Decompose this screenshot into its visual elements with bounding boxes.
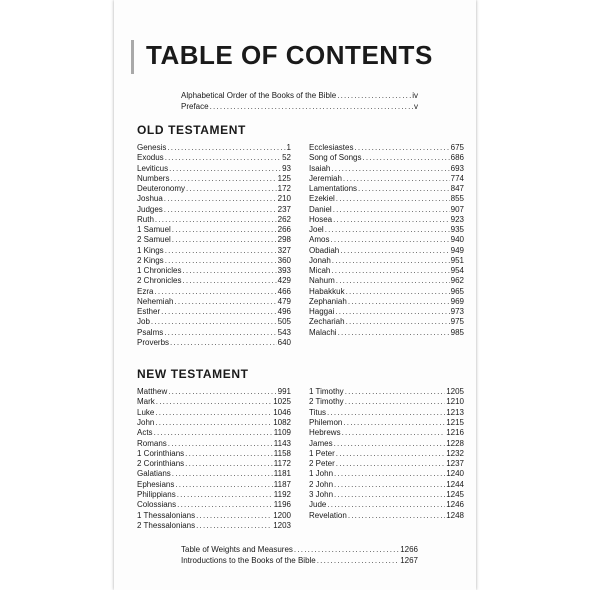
toc-entry	[137, 338, 291, 348]
dot-leader	[334, 480, 445, 490]
toc-entry-page: 1245	[446, 490, 464, 499]
dot-leader	[335, 307, 449, 317]
toc-entry	[309, 317, 464, 327]
dot-leader	[334, 490, 445, 500]
toc-entry-page: 969	[450, 296, 464, 306]
toc-entry-label: Leviticus	[137, 163, 169, 173]
toc-entry-label: Daniel	[309, 204, 332, 214]
toc-entry-page: 1216	[446, 428, 464, 438]
toc-entry-label: Acts	[137, 428, 153, 438]
toc-entry-page: 855	[450, 194, 464, 204]
dot-leader	[348, 297, 450, 307]
toc-entry-label: Exodus	[137, 153, 164, 163]
dot-leader	[336, 276, 450, 286]
dot-leader	[165, 246, 277, 256]
toc-entry-label: Numbers	[137, 173, 170, 183]
dot-leader	[333, 215, 450, 225]
dot-leader	[337, 91, 411, 101]
toc-entry-page: 1181	[273, 469, 291, 479]
old-testament-heading: OLD TESTAMENT	[137, 123, 246, 137]
dot-leader	[161, 307, 277, 317]
toc-entry-label: Ezra	[137, 286, 154, 296]
toc-entry-page: 1210	[446, 397, 464, 407]
toc-entry	[309, 143, 464, 153]
toc-entry-label: Philemon	[309, 417, 343, 427]
dot-leader	[333, 205, 450, 215]
dot-leader	[330, 235, 449, 245]
dot-leader	[155, 408, 272, 418]
dot-leader	[172, 225, 277, 235]
toc-entry-label: Alphabetical Order of the Books of the Bible	[181, 91, 337, 100]
toc-entry-label: Esther	[137, 307, 161, 316]
toc-entry-page: 686	[450, 153, 464, 163]
toc-entry-page: 429	[277, 276, 291, 286]
toc-entry	[181, 91, 418, 101]
dot-leader	[172, 469, 273, 479]
toc-entry-label: Hosea	[309, 214, 333, 224]
toc-entry	[137, 164, 291, 174]
toc-entry-page: 1143	[273, 438, 291, 448]
toc-entry	[181, 545, 418, 555]
dot-leader	[327, 500, 445, 510]
toc-entry-label: 1 Corinthians	[137, 448, 185, 458]
toc-entry-page: 991	[277, 387, 291, 396]
toc-entry-page: 975	[450, 317, 464, 327]
dot-leader	[362, 153, 449, 163]
toc-entry-label: Philippians	[137, 490, 176, 499]
dot-leader	[346, 317, 450, 327]
toc-entry	[137, 215, 291, 225]
dot-leader	[172, 235, 277, 245]
toc-entry-page: 360	[277, 255, 291, 265]
toc-entry-label: Psalms	[137, 327, 164, 337]
toc-entry-page: v	[414, 102, 418, 111]
toc-entry-label: Isaiah	[309, 163, 331, 173]
toc-entry-page: 1196	[273, 500, 291, 510]
toc-entry-page: 965	[450, 286, 464, 296]
toc-entry-page: 1244	[446, 479, 464, 489]
toc-entry-page: 1187	[273, 479, 291, 489]
toc-entry	[137, 246, 291, 256]
toc-entry-label: Preface	[181, 102, 209, 111]
dot-leader	[345, 397, 446, 407]
dot-leader	[331, 164, 449, 174]
toc-entry	[137, 266, 291, 276]
toc-entry	[181, 102, 418, 112]
toc-entry-label: 2 Peter	[309, 459, 335, 469]
toc-entry	[137, 297, 291, 307]
toc-entry	[309, 511, 464, 521]
dot-leader	[338, 328, 450, 338]
toc-entry	[137, 439, 291, 449]
toc-entry	[137, 153, 291, 163]
dot-leader	[317, 556, 399, 566]
toc-entry-label: 2 Chronicles	[137, 276, 182, 286]
toc-entry-page: 1232	[446, 448, 464, 458]
toc-entry-label: Romans	[137, 438, 167, 448]
toc-entry-page: 1248	[446, 510, 464, 520]
dot-leader	[164, 205, 277, 215]
dot-leader	[155, 418, 272, 428]
toc-entry-label: 1 Peter	[309, 448, 335, 458]
toc-entry	[309, 225, 464, 235]
toc-entry-page: 935	[450, 225, 464, 234]
toc-entry-label: Nahum	[309, 276, 335, 286]
dot-leader	[332, 256, 450, 266]
toc-entry	[137, 225, 291, 235]
toc-entry	[309, 205, 464, 215]
toc-entry	[309, 164, 464, 174]
toc-entry	[137, 205, 291, 215]
toc-entry-label: Ecclesiastes	[309, 143, 354, 152]
toc-entry	[309, 490, 464, 500]
toc-entry-label: 1 Timothy	[309, 387, 344, 396]
dot-leader	[154, 287, 276, 297]
toc-entry	[309, 235, 464, 245]
toc-entry-page: 93	[282, 163, 291, 173]
toc-entry-page: 973	[450, 307, 464, 316]
dot-leader	[155, 215, 277, 225]
toc-entry-page: 949	[450, 245, 464, 255]
dot-leader	[334, 469, 445, 479]
toc-entry-page: 1213	[446, 407, 464, 417]
dot-leader	[354, 143, 449, 153]
toc-entry	[309, 246, 464, 256]
dot-leader	[164, 328, 276, 338]
toc-entry-page: 1025	[273, 397, 291, 407]
toc-entry-label: Jeremiah	[309, 173, 342, 183]
toc-entry-label: Mark	[137, 397, 155, 407]
dot-leader	[182, 266, 276, 276]
dot-leader	[336, 194, 450, 204]
dot-leader	[336, 459, 445, 469]
toc-entry-label: Zephaniah	[309, 296, 347, 306]
toc-entry-label: 2 Timothy	[309, 397, 344, 407]
toc-entry	[137, 480, 291, 490]
new-testament-heading: NEW TESTAMENT	[137, 367, 249, 381]
toc-entry-page: 951	[450, 255, 464, 265]
toc-entry	[137, 194, 291, 204]
toc-entry-label: Song of Songs	[309, 153, 362, 163]
toc-entry-label: 1 Samuel	[137, 225, 171, 234]
toc-entry	[309, 439, 464, 449]
dot-leader	[164, 194, 277, 204]
dot-leader	[169, 164, 281, 174]
toc-entry-page: 847	[450, 184, 464, 193]
toc-entry-page: 1246	[446, 500, 464, 510]
toc-entry-label: 1 Kings	[137, 245, 164, 255]
toc-entry	[309, 287, 464, 297]
toc-entry	[137, 397, 291, 407]
dot-leader	[343, 174, 450, 184]
toc-entry-page: 298	[277, 235, 291, 245]
toc-entry-page: 210	[277, 194, 291, 204]
toc-entry	[137, 276, 291, 286]
dot-leader	[174, 297, 276, 307]
dot-leader	[348, 511, 445, 521]
toc-entry-page: 1240	[446, 469, 464, 479]
toc-entry	[309, 428, 464, 438]
toc-entry-label: 2 John	[309, 479, 334, 489]
toc-entry	[309, 215, 464, 225]
toc-entry-label: Malachi	[309, 327, 337, 337]
toc-entry-label: John	[137, 417, 155, 427]
toc-entry-page: 1237	[446, 459, 464, 469]
dot-leader	[170, 338, 277, 348]
toc-entry	[137, 490, 291, 500]
toc-entry-label: 2 Thessalonians	[137, 520, 196, 530]
dot-leader	[165, 256, 277, 266]
toc-entry-page: 1228	[446, 438, 464, 448]
dot-leader	[342, 428, 446, 438]
toc-entry	[309, 276, 464, 286]
toc-entry-label: 2 Samuel	[137, 235, 171, 245]
toc-entry-label: Joshua	[137, 194, 163, 204]
dot-leader	[177, 490, 273, 500]
toc-entry	[309, 459, 464, 469]
toc-entry	[137, 287, 291, 297]
dot-leader	[168, 439, 273, 449]
toc-entry	[137, 235, 291, 245]
dot-leader	[327, 408, 445, 418]
toc-entry-label: Haggai	[309, 307, 335, 316]
toc-entry	[137, 143, 291, 153]
toc-entry-label: Proverbs	[137, 337, 170, 347]
toc-entry-page: 640	[277, 337, 291, 347]
toc-entry-page: 1215	[446, 417, 464, 427]
toc-entry-label: Obadiah	[309, 245, 340, 255]
toc-entry-label: Amos	[309, 235, 330, 245]
dot-leader	[346, 287, 450, 297]
toc-entry	[137, 459, 291, 469]
toc-entry-page: 985	[450, 327, 464, 337]
title-accent-bar	[131, 40, 134, 74]
toc-entry-page: 1203	[273, 520, 291, 530]
toc-entry-page: 954	[450, 266, 464, 275]
dot-leader	[177, 500, 273, 510]
toc-entry-label: Micah	[309, 266, 331, 275]
toc-entry-page: 237	[277, 204, 291, 214]
toc-entry-page: 1266	[400, 545, 418, 554]
toc-entry-page: 907	[450, 204, 464, 214]
toc-entry-page: 1	[286, 143, 291, 152]
toc-entry-page: 543	[277, 327, 291, 337]
toc-entry-page: 1109	[273, 428, 291, 438]
toc-entry	[309, 480, 464, 490]
dot-leader	[170, 174, 276, 184]
toc-entry-label: Galatians	[137, 469, 171, 479]
toc-entry	[309, 408, 464, 418]
toc-entry-label: Hebrews	[309, 428, 341, 438]
toc-entry-page: iv	[412, 91, 418, 100]
toc-entry-label: 2 Corinthians	[137, 459, 185, 469]
toc-entry-label: Zechariah	[309, 317, 345, 327]
toc-entry-label: Ruth	[137, 214, 154, 224]
toc-entry	[309, 328, 464, 338]
toc-entry	[309, 418, 464, 428]
toc-entry-page: 1082	[273, 417, 291, 427]
toc-entry	[309, 307, 464, 317]
toc-entry-page: 52	[282, 153, 291, 163]
toc-entry-page: 1205	[446, 387, 464, 396]
dot-leader	[343, 418, 445, 428]
toc-entry	[137, 408, 291, 418]
toc-entry-label: 1 Thessalonians	[137, 510, 196, 520]
toc-entry-label: Nehemiah	[137, 296, 174, 306]
toc-entry-page: 393	[277, 266, 291, 275]
toc-entry	[137, 521, 291, 531]
dot-leader	[156, 397, 272, 407]
dot-leader	[210, 102, 413, 112]
toc-entry-label: Matthew	[137, 387, 168, 396]
toc-entry	[309, 256, 464, 266]
dot-leader	[294, 545, 399, 555]
toc-entry-page: 505	[277, 317, 291, 327]
toc-entry-label: Deuteronomy	[137, 184, 186, 193]
toc-entry-page: 693	[450, 163, 464, 173]
dot-leader	[151, 317, 277, 327]
dot-leader	[186, 184, 277, 194]
toc-entry-label: Joel	[309, 225, 324, 234]
dot-leader	[165, 153, 281, 163]
toc-entry	[309, 153, 464, 163]
dot-leader	[331, 266, 449, 276]
toc-entry-label: Jonah	[309, 255, 331, 265]
toc-entry-page: 327	[277, 245, 291, 255]
toc-entry-label: Job	[137, 317, 150, 327]
toc-entry-label: Ephesians	[137, 479, 175, 489]
toc-entry-page: 675	[450, 143, 464, 152]
toc-entry-label: Ezekiel	[309, 194, 335, 204]
dot-leader	[336, 449, 445, 459]
toc-entry-page: 962	[450, 276, 464, 286]
toc-entry	[309, 449, 464, 459]
toc-entry	[181, 556, 418, 566]
toc-entry-page: 1192	[273, 490, 291, 499]
toc-entry	[137, 418, 291, 428]
toc-entry-label: Table of Weights and Measures	[181, 545, 293, 554]
dot-leader	[340, 246, 449, 256]
toc-entry-page: 1158	[273, 448, 291, 458]
toc-entry-page: 1267	[400, 556, 418, 565]
toc-entry-page: 266	[277, 225, 291, 234]
toc-entry-label: Luke	[137, 407, 155, 417]
toc-entry-page: 466	[277, 286, 291, 296]
toc-entry	[309, 174, 464, 184]
toc-entry	[137, 256, 291, 266]
toc-entry-page: 1172	[273, 459, 291, 469]
toc-entry-label: Colossians	[137, 500, 177, 510]
toc-entry-label: Genesis	[137, 143, 167, 152]
dot-leader	[358, 184, 450, 194]
toc-entry	[309, 184, 464, 194]
toc-entry-label: Judges	[137, 204, 163, 214]
dot-leader	[196, 511, 272, 521]
dot-leader	[345, 387, 446, 397]
dot-leader	[185, 449, 273, 459]
toc-entry	[137, 184, 291, 194]
toc-entry-page: 496	[277, 307, 291, 316]
toc-entry	[309, 297, 464, 307]
toc-entry-page: 479	[277, 296, 291, 306]
toc-entry	[137, 428, 291, 438]
toc-entry-page: 1200	[273, 510, 291, 520]
toc-entry	[137, 511, 291, 521]
dot-leader	[182, 276, 276, 286]
toc-entry	[137, 307, 291, 317]
toc-entry	[137, 317, 291, 327]
toc-entry-label: Habakkuk	[309, 286, 345, 296]
toc-entry-label: 3 John	[309, 490, 334, 499]
toc-entry	[309, 194, 464, 204]
toc-entry	[137, 469, 291, 479]
toc-entry-label: 1 John	[309, 469, 334, 479]
toc-entry	[309, 500, 464, 510]
dot-leader	[168, 387, 276, 397]
toc-entry	[309, 469, 464, 479]
toc-entry-label: Lamentations	[309, 184, 358, 193]
toc-entry	[309, 266, 464, 276]
dot-leader	[196, 521, 272, 531]
toc-entry-page: 940	[450, 235, 464, 245]
dot-leader	[325, 225, 450, 235]
toc-entry-label: Revelation	[309, 510, 347, 520]
dot-leader	[175, 480, 272, 490]
toc-entry	[137, 449, 291, 459]
toc-entry	[309, 387, 464, 397]
toc-entry-label: 2 Kings	[137, 255, 164, 265]
toc-entry-page: 262	[277, 214, 291, 224]
dot-leader	[154, 428, 273, 438]
page-title: TABLE OF CONTENTS	[146, 40, 433, 70]
toc-entry-page: 1046	[273, 407, 291, 417]
toc-entry	[137, 387, 291, 397]
toc-entry-page: 125	[277, 173, 291, 183]
toc-entry-label: Jude	[309, 500, 327, 510]
toc-entry	[137, 174, 291, 184]
dot-leader	[334, 439, 446, 449]
toc-entry-page: 923	[450, 214, 464, 224]
toc-entry-page: 172	[277, 184, 291, 193]
dot-leader	[167, 143, 285, 153]
toc-entry-label: Introductions to the Books of the Bible	[181, 556, 316, 565]
toc-entry-label: James	[309, 438, 333, 448]
toc-entry	[137, 500, 291, 510]
toc-entry	[137, 328, 291, 338]
toc-entry-label: 1 Chronicles	[137, 266, 182, 275]
toc-entry	[309, 397, 464, 407]
toc-entry-label: Titus	[309, 407, 327, 417]
dot-leader	[185, 459, 273, 469]
toc-entry-page: 774	[450, 173, 464, 183]
